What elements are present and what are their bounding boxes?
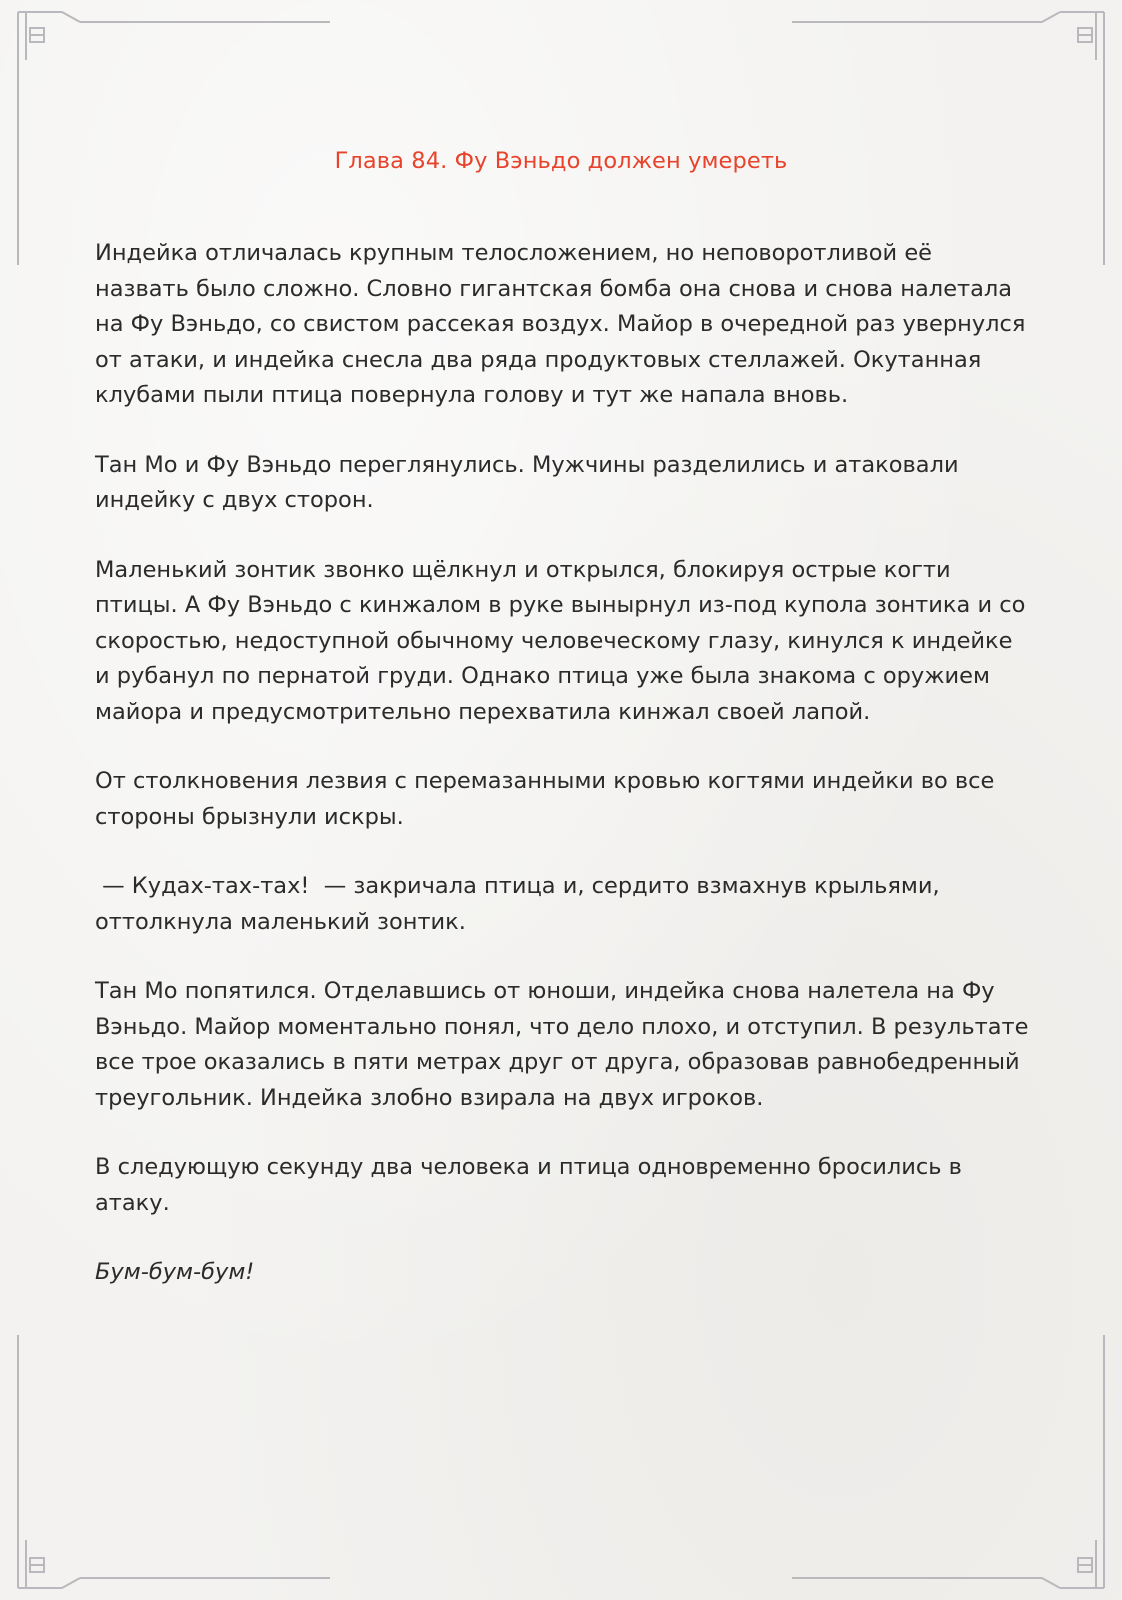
corner-ornament-top-left [18, 12, 330, 265]
paragraph: Тан Мо попятился. Отделавшись от юноши, индейка снова налетела на Фу Вэньдо. Майор моментально понял, что дело плохо, и отступил. В результате все трое оказались в пяти метрах друг от друга, образовав равнобедренный треугольник. Индейка злобно взирала на двух игроков. [95, 978, 1029, 1111]
paragraph: Тан Мо и Фу Вэньдо переглянулись. Мужчины разделились и атаковали индейку с двух сторон. [95, 451, 959, 513]
corner-ornament-bottom-left [18, 1335, 330, 1588]
paragraph-onomatopoeia: Бум-бум-бум! [95, 1259, 255, 1285]
chapter-body [95, 236, 1030, 1325]
paragraph: От столкновения лезвия с перемазанными кровью когтями индейки во все стороны брызнули искры. [95, 768, 995, 830]
corner-ornament-top-right [792, 12, 1104, 265]
chapter-title: Глава 84. Фу Вэньдо должен умереть [334, 148, 788, 174]
paragraph: — Кудах-тах-тах! — закричала птица и, сердито взмахнув крыльями, оттолкнула маленький зонтик. [95, 873, 947, 935]
paragraph: Маленький зонтик звонко щёлкнул и открылся, блокируя острые когти птицы. А Фу Вэньдо с кинжалом в руке вынырнул из-под купола зонтика и со скоростью, недоступной обычному человеческому глазу, кинулся к индейке и рубанул по пернатой груди. Однако птица уже была знакома с оружием майора и предусмотрительно перехватила кинжал своей лапой. [95, 556, 1026, 725]
paragraph: В следующую секунду два человека и птица одновременно бросились в атаку. [95, 1154, 962, 1216]
paragraph: Индейка отличалась крупным телосложением, но неповоротливой её назвать было сложно. Словно гигантская бомба она снова и снова налетала на Фу Вэньдо, со свистом рассекая воздух. Майор в очередной раз увернулся от атаки, и индейка снесла два ряда продуктовых стеллажей. Окутанная клубами пыли птица повернула голову и тут же напала вновь. [95, 240, 1026, 408]
corner-ornament-bottom-right [792, 1335, 1104, 1588]
